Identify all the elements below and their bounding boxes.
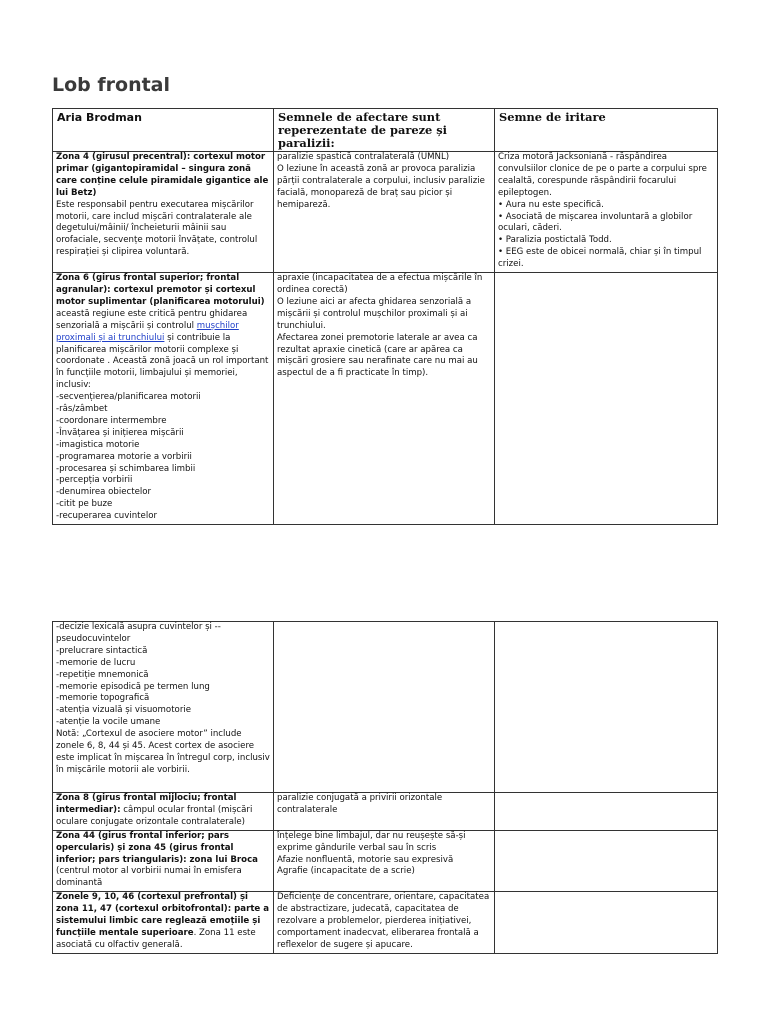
table-row — [53, 273, 718, 525]
cell-prefrontal-afectare — [274, 892, 495, 954]
brodmann-table-part1 — [52, 108, 718, 525]
cell-zona44-45-afectare — [274, 830, 495, 892]
cell-zona4-afectare — [274, 152, 495, 273]
zona8-afectare-text: paralizie conjugată a privirii orizontale contralaterale — [277, 793, 443, 815]
cell-zona6-iritare — [495, 273, 718, 525]
cell-zona4-area — [53, 152, 274, 273]
cell-zona8-afectare — [274, 793, 495, 831]
zona6-heading: Zona 6 (girus frontal superior; frontal agranular): cortexul premotor și cortexul motor suplimentar (planificarea motorului) — [56, 273, 265, 307]
list-item: -prelucrare sintactică — [56, 645, 148, 656]
prefrontal-afectare-text: Deficiențe de concentrare, orientare, capacitatea de abstractizare, judecată, capacitatea de rezolvare a problemelor, pierderea inițiativei, comportament inadecvat, eliberarea frontală a reflexelor de sugere și apucare. — [277, 892, 490, 950]
zona4-afectare-text: paralizie spastică contralaterală (UMNL) O leziune în această zonă ar provoca paralizia părții contralaterale a corpului, inclusiv paralizie facială, monopareză de braț sau picior și hemipareză. — [277, 152, 485, 210]
list-item: -imagistica motorie — [56, 439, 140, 450]
list-item: -programarea motorie a vorbirii — [56, 451, 192, 462]
list-item: -coordonare intermembre — [56, 415, 167, 426]
page-title: Lob frontal — [52, 74, 171, 96]
cell-zona6-afectare — [274, 273, 495, 525]
list-item: -Învățarea și inițierea mișcării — [56, 427, 184, 438]
iritare-line: • Aura nu este specifică. — [498, 199, 604, 210]
iritare-line: • Asociată de mișcarea involuntară a globilor oculari, căderi. — [498, 211, 693, 234]
list-item: -procesarea și schimbarea limbii — [56, 463, 196, 474]
zona44-45-heading: Zona 44 (girus frontal inferior; pars opercularis) și zona 45 (girus frontal inferior; pars triangularis): zona lui Broca — [56, 830, 258, 865]
list-item: -decizie lexicală asupra cuvintelor și --pseudocuvintelor — [56, 622, 221, 644]
list-item: -citit pe buze — [56, 499, 113, 510]
iritare-line: • EEG este de obicei normală, chiar și în timpul crizei. — [498, 247, 702, 270]
zona4-description: Este responsabil pentru executarea mișcărilor motorii, care includ mișcări contralaterale ale degetului/mâinii/ încheieturii mâinii sau orofaciale, secvențe motorii învățate, controlul respirației și clipirea voluntară. — [56, 199, 258, 258]
cell-zona6-area — [53, 273, 274, 525]
cell-zona4-iritare — [495, 152, 718, 273]
list-item: -recuperarea cuvintelor — [56, 511, 158, 522]
list-item: -secvențierea/planificarea motorii — [56, 392, 201, 403]
table-row — [53, 892, 718, 954]
cell-zona44-45-area — [53, 830, 274, 892]
iritare-line: • Paralizia postictală Todd. — [498, 235, 612, 246]
list-item: -atenție la vocile umane — [56, 717, 161, 728]
zona4-heading: Zona 4 (girusul precentral): cortexul motor primar (gigantopiramidal – singura zonă care conține celule piramidale gigantice ale lui Betz) — [56, 152, 269, 198]
list-item: -râs/zâmbet — [56, 404, 108, 415]
table-header-row — [53, 109, 718, 152]
cell-zona8-iritare — [495, 793, 718, 831]
brodmann-table-part2 — [52, 621, 718, 954]
prefrontal-heading: Zonele 9, 10, 46 (cortexul prefrontal) și zona 11, 47 (cortexul orbitofrontal): parte a sistemului limbic care reglează emoțiile și funcțiile mentale superioare — [56, 892, 270, 938]
note-text: Notă: „Cortexul de asociere motor” include zonele 6, 8, 44 și 45. Acest cortex de asociere este implicat în mișcarea în întregul corp, inclusiv în mișcările motorii ale vorbirii. — [56, 729, 270, 775]
cell-continuation-area — [53, 622, 274, 793]
zona44-45-description: (centrul motor al vorbirii numai în emisfera dominantă — [56, 866, 242, 889]
list-item: -memorie de lucru — [56, 657, 136, 668]
zona6-description-post: și contribuie la planificarea mișcărilor motorii complexe și coordonate . Această zonă joacă un rol important în funcțiile motorii, limbajului și memoriei, inclusiv: — [56, 332, 269, 391]
list-item: -repetiție mnemonică — [56, 669, 149, 680]
cell-prefrontal-area — [53, 892, 274, 954]
zona44-45-afectare-text: înțelege bine limbajul, dar nu reușește să-și exprime gândurile verbal sau în scris Afazie nonfluentă, motorie sau expresivă Agrafie (incapacitate de a scrie) — [277, 830, 466, 877]
table-row — [53, 622, 718, 793]
cell-zona8-area — [53, 793, 274, 831]
list-item: -memorie topografică — [56, 693, 150, 704]
list-item: -denumirea obiectelor — [56, 487, 152, 498]
zona8-description: câmpul ocular frontal (mișcări oculare conjugate orizontale contralaterale) — [56, 804, 253, 827]
cell-continuation-iritare — [495, 622, 718, 793]
zona8-heading: Zona 8 (girus frontal mijlociu; frontal intermediar): — [56, 793, 237, 815]
zona6-afectare-text: apraxie (incapacitatea de a efectua mișcările în ordinea corectă) O leziune aici ar afecta ghidarea senzorială a mișcării și controlul mușchilor proximali și ai trunchiului. Afectarea zonei premotorie laterale ar avea ca rezultat apraxie cinetică (care ar apărea ca mișcări grosiere sau nerafinate care nu mai au aspectul de a fi practicate în timp). — [277, 273, 483, 379]
header-semne-iritare: Semne de iritare — [495, 109, 718, 152]
list-item: -percepția vorbirii — [56, 475, 133, 486]
header-aria-brodman: Aria Brodman — [53, 109, 274, 152]
cell-continuation-afectare — [274, 622, 495, 793]
zona6-description-pre: această regiune este critică pentru ghidarea senzorială a mișcării și controlul — [56, 308, 248, 331]
iritare-line: Criza motoră Jacksoniană - răspândirea convulsiilor clonice de pe o parte a corpului spre cealaltă, corespunde răspândirii focarului epileptogen. — [498, 152, 707, 198]
prefrontal-description: . Zona 11 este asociată cu olfactiv generală. — [56, 927, 256, 950]
muschi-proximali-link[interactable]: mușchilor proximali și ai trunchiului — [56, 320, 239, 343]
cell-zona44-45-iritare — [495, 830, 718, 892]
table-row — [53, 830, 718, 892]
list-item: -memorie episodică pe termen lung — [56, 681, 210, 692]
header-semne-afectare: Semnele de afectare sunt reperezentate de pareze și paralizii: — [274, 109, 495, 152]
cell-prefrontal-iritare — [495, 892, 718, 954]
table-row — [53, 793, 718, 831]
table-row — [53, 152, 718, 273]
list-item: -atenția vizuală și visuomotorie — [56, 705, 192, 716]
